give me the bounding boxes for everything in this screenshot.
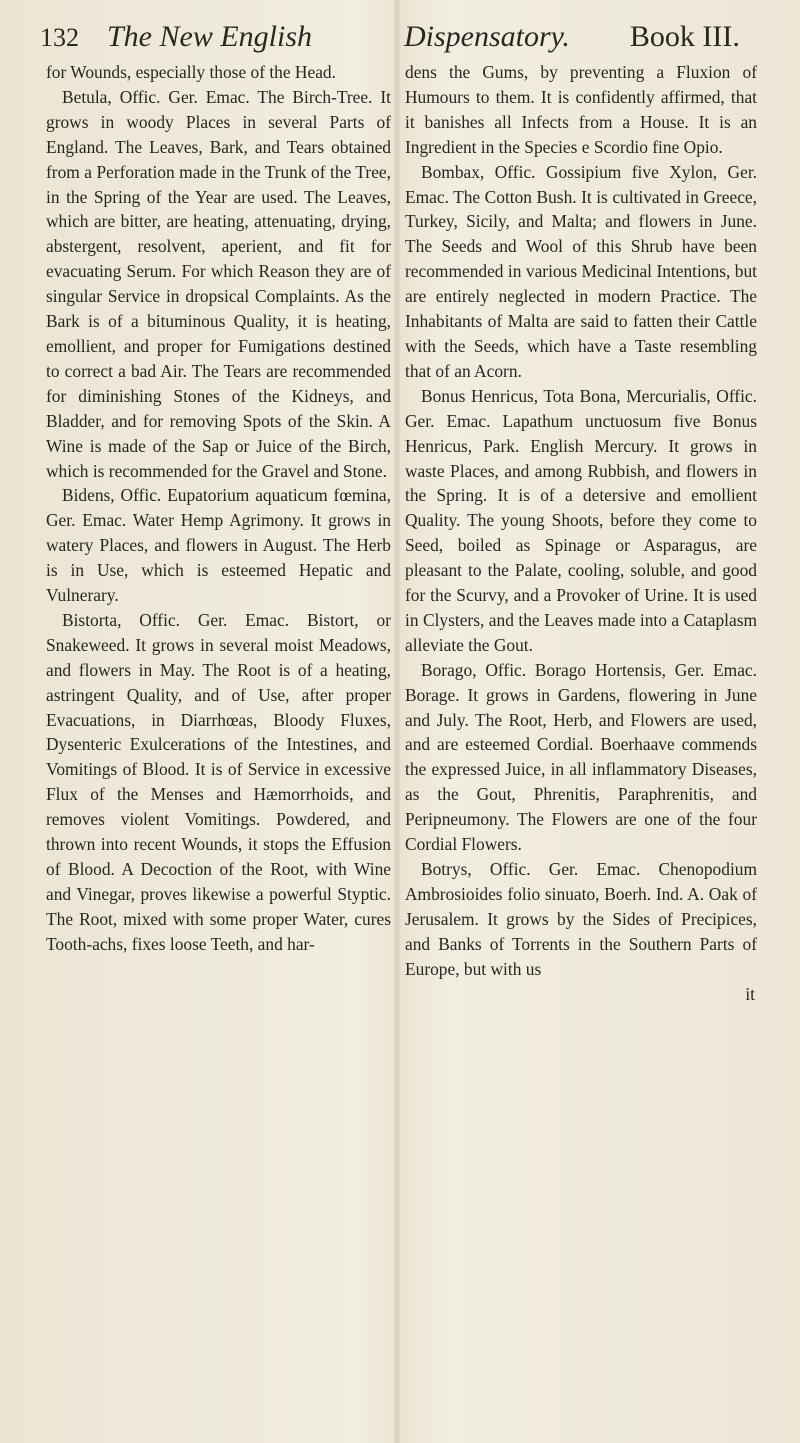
paragraph: dens the Gums, by preventing a Fluxion of Humours to them. It is confidently affirmed, that it banishes all Infects from a House. It is an Ingredient in the Species e Scordio fine Opio.	[405, 62, 757, 157]
left-page-header	[40, 20, 312, 60]
book-label: Book III.	[629, 20, 740, 53]
paragraph-bistorta: Bistorta, Offic. Ger. Emac. Bistort, or Snakeweed. It grows in several moist Meadows, and flowers in May. The Root is of a heating, astringent Quality, and of Use, after proper Evacuations, in Diarrhœas, Bloody Fluxes, Dysenteric Exulcerations of the Intestines, and Vomitings of Blood. It is of Service in excessive Flux of the Menses and Hæmorrhoids, and removes violent Vomitings. Powdered, and thrown into recent Wounds, it stops the Effusion of Blood. A Decoction of the Root, with Wine and Vinegar, proves likewise a powerful Styptic. The Root, mixed with some proper Water, cures Tooth-achs, fixes loose Teeth, and har-	[46, 609, 391, 954]
catchword: it	[745, 983, 755, 1004]
paragraph-borago: Borago, Offic. Borago Hortensis, Ger. Emac. Borage. It grows in Gardens, flowering in June and July. The Root, Herb, and Flowers are used, and are esteemed Cordial. Boerhaave commends the expressed Juice, in all inflammatory Diseases, as the Gout, Phrenitis, Paraphrenitis, and Peripneumony. The Flowers are one of the four Cordial Flowers.	[405, 659, 757, 855]
right-running-title: Dispensatory.	[404, 20, 570, 53]
page-number: 132	[40, 23, 79, 52]
paragraph-bonus-henricus: Bonus Henricus, Tota Bona, Mercurialis, Offic. Ger. Emac. Lapathum unctuosum five Bonus Henricus, Park. English Mercury. It grows in waste Places, and among Rubbish, and flowers in the Spring. It is of a detersive and emollient Quality. The young Shoots, before they come to Seed, boiled as Spinage or Asparagus, are pleasant to the Palate, cooling, soluble, and good for the Scurvy, and a Provoker of Urine. It is used in Clysters, and the Leaves made into a Cataplasm alleviate the Gout.	[405, 385, 757, 655]
paragraph-bidens: Bidens, Offic. Eupatorium aquaticum fœmina, Ger. Emac. Water Hemp Agrimony. It grows in watery Places, and flowers in August. The Herb is in Use, which is esteemed Hepatic and Vulnerary.	[46, 485, 391, 606]
page-gutter	[393, 0, 401, 1443]
paragraph-betula: Betula, Offic. Ger. Emac. The Birch-Tree. It grows in woody Places in several Parts of England. The Leaves, Bark, and Tears obtained from a Perforation made in the Trunk of the Tree, in the Spring of the Year are used. The Leaves, which are bitter, are heating, attenuating, drying, abstergent, resolvent, aperient, and fit for evacuating Serum. For which Reason they are of singular Service in dropsical Complaints. As the Bark is of a bituminous Quality, it is heating, emollient, and proper for Fumigations destined to correct a bad Air. The Tears are recommended for diminishing Stones of the Kidneys, and Bladder, and for removing Spots of the Skin. A Wine is made of the Sap or Juice of the Birch, which is recommended for the Gravel and Stone.	[46, 86, 391, 481]
right-page-text	[405, 60, 757, 1006]
paragraph: for Wounds, especially those of the Head.	[46, 62, 336, 82]
right-page-header	[404, 20, 740, 60]
paragraph-botrys: Botrys, Offic. Ger. Emac. Chenopodium Ambrosioides folio sinuato, Boerh. Ind. A. Oak of Jerusalem. It grows by the Sides of Precipices, and Banks of Torrents in the Southern Parts of Europe, but with us	[405, 859, 757, 979]
left-running-title: The New English	[107, 20, 313, 53]
paragraph-bombax: Bombax, Offic. Gossipium five Xylon, Ger. Emac. The Cotton Bush. It is cultivated in Greece, Turkey, Sicily, and Malta; and flowers in June. The Seeds and Wool of this Shrub have been recommended in various Medicinal Intentions, but are entirely neglected in modern Practice. The Inhabitants of Malta are said to fatten their Cattle with the Seeds, which have a Taste resembling that of an Acorn.	[405, 161, 757, 381]
left-page-text	[46, 60, 391, 957]
